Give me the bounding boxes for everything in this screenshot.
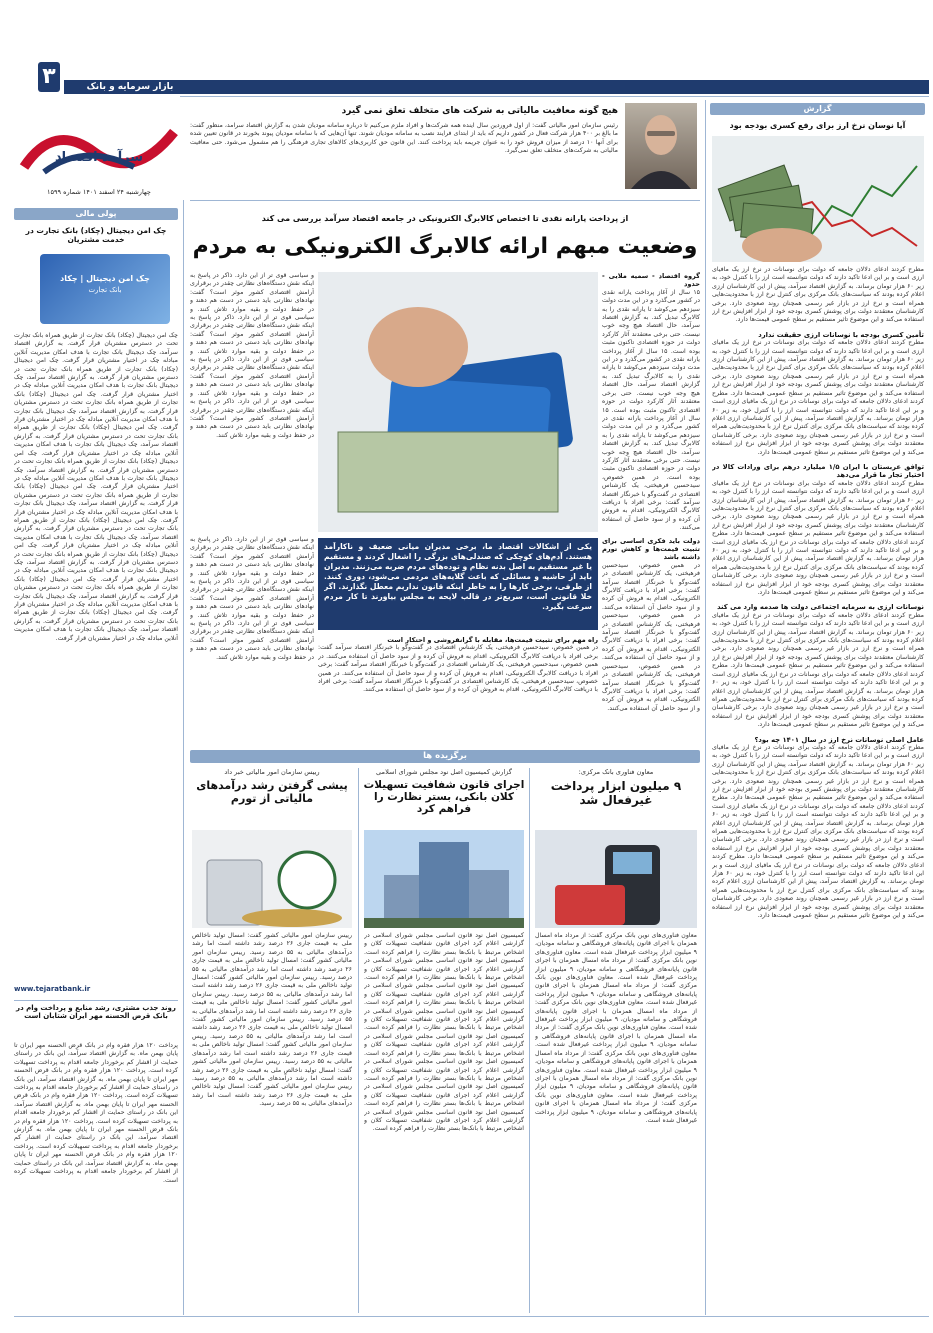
report-subhead-2: توافق عربستان با ایران ۱/۵ میلیارد درهم برای ورادات کالا در اختیار تجار ما قرار می‌دهد bbox=[712, 462, 924, 480]
section-title: بازار سرمایه و بانک bbox=[86, 82, 174, 92]
pick-1-text-5: معاون فناوری‌های نوین بانک مرکزی گفت: از مرداد ماه امسال همزمان با اجرای قانون پایانه‌های فروشگاهی و سامانه مودیان، ۹ میلیون ابزار پرداخت غیرفعال شده است. bbox=[535, 1024, 697, 1049]
feature-left-lower bbox=[190, 536, 314, 746]
report-subhead-4: عامل اصلی نوسانات نرخ ارز در سال ۱۴۰۱ چه بود؟ bbox=[754, 735, 924, 744]
report-body-text-5: مطرح کردند ادعای دلالان جامعه که دولت برای نوسانات در نرخ ارز یک مافیای ارزی است و بر این ادعا تاکید دارند که دولت نتوانسته است ارز را با کنترل خود، به زیر ۶۰ هزار تومان برساند. به گزارش اقتصاد سرآمد، پیش از این کارشناسان ارزی اعلام کرده بودند که سیاست‌های بانک مرکزی برای کنترل نرخ ارز با محدودیت‌هایی همراه است و نرخ ارز در بازار غیر رسمی همچنان روند صعودی دارد. برخی کارشناسان معتقدند دولت برای پوشش کسری بودجه خود از ابزار افزایش نرخ ارز استفاده می‌کند و این موضوع تاثیر مستقیم بر سطح عمومی قیمت‌ها دارد. bbox=[712, 530, 924, 597]
feature-right-text-3: ۱۵ سال از آغاز پرداخت یارانه نقدی در کشور می‌گذرد و در این مدت دولت سیزدهم می‌کوشد تا یارانه نقدی را به کالابرگ تبدیل کند. به گزارش اقتصاد سرآمد، حال اقتصاد هیچ وجه خوب نیست. حتی برخی معتقدند آثار کارکرد دولت در حوزه اقتصادی تاکنون مثبت بوده است. bbox=[602, 406, 700, 481]
pick-2-text-6: کمیسیون اصل نود قانون اساسی مجلس شورای اسلامی در گزارشی اعلام کرد اجرای قانون شفافیت تسهیلات کلان و اشخاص مرتبط با بانک‌ها بستر نظارت را فراهم کرده است. bbox=[364, 1058, 524, 1082]
feature-left-text-3: و سیاسی قوی تر از این دارد. ذاکر در پاسخ به اینکه نقش دستگاه‌های نظارتی چقدر در برقراری آرامش اقتصادی کشور موثر است؟ گفت: نهادهای نظارتی باید دستی در دست هم دهند و در حفظ دولت و بقیه موارد تلاش کنند. bbox=[190, 347, 314, 397]
feature-right-text-4: در همین خصوص، سیدحسین فرهیختی، یک کارشناس اقتصادی در گفت‌وگو با خبرنگار اقتصاد سرآمد گفت: برخی افراد با دریافت کالابرگ الکترونیکی، اقدام به فروش آن کرده و از سود حاصل آن استفاده می‌کنند. bbox=[602, 473, 700, 532]
report-body-text-7: مطرح کردند ادعای دلالان جامعه که دولت برای نوسانات در نرخ ارز یک مافیای ارزی است و بر این ادعا تاکید دارند که دولت نتوانسته است ارز را با کنترل خود، به زیر ۶۰ هزار تومان برساند. به گزارش اقتصاد سرآمد، پیش از این کارشناسان ارزی اعلام کرده بودند که سیاست‌های بانک مرکزی برای کنترل نرخ ارز با محدودیت‌هایی همراه است و نرخ ارز در بازار غیر رسمی همچنان روند صعودی دارد. برخی کارشناسان معتقدند دولت برای پوشش کسری بودجه خود از ابزار افزایش نرخ ارز استفاده می‌کند و این موضوع تاثیر مستقیم بر سطح عمومی قیمت‌ها دارد. bbox=[712, 662, 924, 729]
report-body-text-9: مطرح کردند ادعای دلالان جامعه که دولت برای نوسانات در نرخ ارز یک مافیای ارزی است و بر این ادعا تاکید دارند که دولت نتوانسته است ارز را با کنترل خود، به زیر ۶۰ هزار تومان برساند. به گزارش اقتصاد سرآمد، پیش از این کارشناسان ارزی اعلام کرده بودند که سیاست‌های بانک مرکزی برای کنترل نرخ ارز با محدودیت‌هایی همراه است و نرخ ارز در بازار غیر رسمی همچنان روند صعودی دارد. برخی کارشناسان معتقدند دولت برای پوشش کسری بودجه خود از ابزار افزایش نرخ ارز استفاده می‌کند و این موضوع تاثیر مستقیم بر سطح عمومی قیمت‌ها دارد. bbox=[712, 794, 924, 861]
left-body-text-8: چک امن دیجیتال (چکاد) بانک تجارت از طریق همراه بانک تجارت تحت در دسترس مشتریان قرار گرفت. به گزارش اقتصاد سرآمد، چک دیجیتال بانک تجارت با هدف امکان مدیریت آنلاین مبادله چک در اختیار مشتریان قرار گرفت. bbox=[14, 542, 178, 583]
left-column-subbody bbox=[14, 1042, 178, 1312]
pick-3-text-5: رییس سازمان امور مالیاتی کشور گفت: امسال تولید ناخالص ملی به قیمت جاری ۲۶ درصد رشد داشته است اما رشد درآمدهای مالیاتی به ۵۵ درصد رسید. bbox=[192, 1016, 352, 1040]
left-column-body bbox=[14, 332, 178, 982]
header-rule bbox=[180, 96, 929, 97]
column-divider-left bbox=[183, 200, 184, 1315]
feature-left-text-2: و سیاسی قوی تر از این دارد. ذاکر در پاسخ به اینکه نقش دستگاه‌های نظارتی چقدر در برقراری آرامش اقتصادی کشور موثر است؟ گفت: نهادهای نظارتی باید دستی در دست هم دهند و در حفظ دولت و بقیه موارد تلاش کنند. bbox=[190, 305, 314, 355]
report-body-text: مطرح کردند ادعای دلالان جامعه که دولت برای نوسانات در نرخ ارز یک مافیای ارزی است و بر این ادعا تاکید دارند که دولت نتوانسته است ارز را با کنترل خود، به زیر ۶۰ هزار تومان برساند. به گزارش اقتصاد سرآمد، پیش از این کارشناسان ارزی اعلام کرده بودند که سیاست‌های بانک مرکزی برای کنترل نرخ ارز با محدودیت‌هایی همراه است و نرخ ارز در بازار غیر رسمی همچنان روند صعودی دارد. برخی کارشناسان معتقدند دولت برای پوشش کسری بودجه خود از ابزار افزایش نرخ ارز استفاده می‌کند و این موضوع تاثیر مستقیم بر سطح عمومی قیمت‌ها دارد. bbox=[712, 266, 924, 324]
pick-2-text-2: کمیسیون اصل نود قانون اساسی مجلس شورای اسلامی در گزارشی اعلام کرد اجرای قانون شفافیت تسهیلات کلان و اشخاص مرتبط با بانک‌ها بستر نظارت را فراهم کرده است. bbox=[364, 957, 524, 982]
report-body-text-6: مطرح کردند ادعای دلالان جامعه که دولت برای نوسانات در نرخ ارز یک مافیای ارزی است و بر این ادعا تاکید دارند که دولت نتوانسته است ارز را با کنترل خود، به زیر ۶۰ هزار تومان برساند. به گزارش اقتصاد سرآمد، پیش از این کارشناسان ارزی اعلام کرده بودند که سیاست‌های بانک مرکزی برای کنترل نرخ ارز با محدودیت‌هایی همراه است و نرخ ارز در بازار غیر رسمی همچنان روند صعودی دارد. برخی کارشناسان معتقدند دولت برای پوشش کسری بودجه خود از ابزار افزایش نرخ ارز استفاده می‌کند و این موضوع تاثیر مستقیم بر سطح عمومی قیمت‌ها دارد. bbox=[712, 611, 924, 670]
feature-right-text-2: ۱۵ سال از آغاز پرداخت یارانه نقدی در کشور می‌گذرد و در این مدت دولت سیزدهم می‌کوشد تا یارانه نقدی را به کالابرگ تبدیل کند. به گزارش اقتصاد سرآمد، حال اقتصاد هیچ وجه خوب نیست. حتی برخی معتقدند آثار کارکرد دولت در حوزه اقتصادی تاکنون مثبت بوده است. bbox=[602, 347, 700, 414]
feature-right-text-6: در همین خصوص، سیدحسین فرهیختی، یک کارشناس اقتصادی در گفت‌وگو با خبرنگار اقتصاد سرآمد گفت: برخی افراد با دریافت کالابرگ الکترونیکی، اقدام به فروش آن کرده و از سود حاصل آن استفاده می‌کنند. bbox=[602, 612, 700, 662]
feature-left-lower-text-3: و سیاسی قوی تر از این دارد. ذاکر در پاسخ به اینکه نقش دستگاه‌های نظارتی چقدر در برقراری آرامش اقتصادی کشور موثر است؟ گفت: نهادهای نظارتی باید دستی در دست هم دهند و در حفظ دولت و بقیه موارد تلاش کنند. bbox=[190, 611, 314, 661]
page-bottom-rule bbox=[14, 1316, 929, 1317]
pick-3-text-2: رییس سازمان امور مالیاتی کشور گفت: امسال تولید ناخالص ملی به قیمت جاری ۲۶ درصد رشد داشته است اما رشد درآمدهای مالیاتی به ۵۵ درصد رسید. bbox=[192, 948, 352, 982]
pick-2-text-5: کمیسیون اصل نود قانون اساسی مجلس شورای اسلامی در گزارشی اعلام کرد اجرای قانون شفافیت تسهیلات کلان و اشخاص مرتبط با بانک‌ها بستر نظارت را فراهم کرده است. bbox=[364, 1032, 524, 1057]
report-subhead-3: نوسانات ارزی به سرمایه اجتماعی دولت ها صدمه وارد می کند bbox=[717, 603, 924, 612]
picks-label: برگزیده ها bbox=[190, 750, 700, 763]
left-body-text-3: چک امن دیجیتال (چکاد) بانک تجارت از طریق همراه بانک تجارت تحت در دسترس مشتریان قرار گرفت. به گزارش اقتصاد سرآمد، چک دیجیتال بانک تجارت با هدف امکان مدیریت آنلاین مبادله چک در اختیار مشتریان قرار گرفت. bbox=[14, 390, 178, 432]
left-subbody-text-5: پرداخت ۱۲۰ هزار فقره وام در بانک قرض الحسنه مهر ایران تا پایان بهمن ماه. به گزارش اقتصاد سرآمد، این بانک در راستای حمایت از اقشار کم برخوردار جامعه اقدام به پرداخت تسهیلات کرده است. bbox=[14, 1142, 178, 1184]
feature-right-text-7: در همین خصوص، سیدحسین فرهیختی، یک کارشناس اقتصادی در گفت‌وگو با خبرنگار اقتصاد سرآمد گفت: برخی افراد با دریافت کالابرگ الکترونیکی، اقدام به فروش آن کرده و از سود حاصل آن استفاده می‌کنند. bbox=[602, 662, 700, 712]
feature-top-rule bbox=[190, 200, 700, 201]
report-body-text-10: مطرح کردند ادعای دلالان جامعه که دولت برای نوسانات در نرخ ارز یک مافیای ارزی است و بر این ادعا تاکید دارند که دولت نتوانسته است ارز را با کنترل خود، به زیر ۶۰ هزار تومان برساند. به گزارش اقتصاد سرآمد، پیش از این کارشناسان ارزی اعلام کرده بودند که سیاست‌های بانک مرکزی برای کنترل نرخ ارز با محدودیت‌هایی همراه است و نرخ ارز در بازار غیر رسمی همچنان روند صعودی دارد. برخی کارشناسان معتقدند دولت برای پوشش کسری بودجه خود از ابزار افزایش نرخ ارز استفاده می‌کند و این موضوع تاثیر مستقیم بر سطح عمومی قیمت‌ها دارد. bbox=[712, 853, 924, 920]
pick-2-text-7: کمیسیون اصل نود قانون اساسی مجلس شورای اسلامی در گزارشی اعلام کرد اجرای قانون شفافیت تسهیلات کلان و اشخاص مرتبط با بانک‌ها بستر نظارت را فراهم کرده است. bbox=[364, 1083, 524, 1108]
feature-left-text-1: و سیاسی قوی تر از این دارد. ذاکر در پاسخ به اینکه نقش دستگاه‌های نظارتی چقدر در برقراری آرامش اقتصادی کشور موثر است؟ گفت: نهادهای نظارتی باید دستی در دست هم دهند و در حفظ دولت و بقیه موارد تلاش کنند. bbox=[190, 272, 314, 313]
left-body-text-2: چک امن دیجیتال (چکاد) بانک تجارت از طریق همراه بانک تجارت تحت در دسترس مشتریان قرار گرفت. به گزارش اقتصاد سرآمد، چک دیجیتال بانک تجارت با هدف امکان مدیریت آنلاین مبادله چک در اختیار مشتریان قرار گرفت. bbox=[14, 357, 178, 398]
left-subbody-text-2: پرداخت ۱۲۰ هزار فقره وام در بانک قرض الحسنه مهر ایران تا پایان بهمن ماه. به گزارش اقتصاد سرآمد، این بانک در راستای حمایت از اقشار کم برخوردار جامعه اقدام به پرداخت تسهیلات کرده است. bbox=[14, 1067, 178, 1100]
left-subbody-text-3: پرداخت ۱۲۰ هزار فقره وام در بانک قرض الحسنه مهر ایران تا پایان بهمن ماه. به گزارش اقتصاد سرآمد، این بانک در راستای حمایت از اقشار کم برخوردار جامعه اقدام به پرداخت تسهیلات کرده است. bbox=[14, 1092, 178, 1125]
left-column-separator bbox=[14, 1000, 178, 1001]
left-body-text-10: چک امن دیجیتال (چکاد) بانک تجارت از طریق همراه بانک تجارت تحت در دسترس مشتریان قرار گرفت. به گزارش اقتصاد سرآمد، چک دیجیتال بانک تجارت با هدف امکان مدیریت آنلاین مبادله چک در اختیار مشتریان قرار گرفت. bbox=[14, 609, 178, 642]
pick-2-headline: اجرای قانون شفافیت تسهیلات کلان بانکی، بستر نظارت را فراهم کرد bbox=[363, 779, 525, 815]
left-body-text-7: چک امن دیجیتال (چکاد) بانک تجارت از طریق همراه بانک تجارت تحت در دسترس مشتریان قرار گرفت. به گزارش اقتصاد سرآمد، چک دیجیتال بانک تجارت با هدف امکان مدیریت آنلاین مبادله چک در اختیار مشتریان قرار گرفت. bbox=[14, 516, 178, 550]
pick-3-text-1: رییس سازمان امور مالیاتی کشور گفت: امسال تولید ناخالص ملی به قیمت جاری ۲۶ درصد رشد داشته است اما رشد درآمدهای مالیاتی به ۵۵ درصد رسید. bbox=[192, 932, 352, 956]
left-body-text-9: چک امن دیجیتال (چکاد) بانک تجارت از طریق همراه بانک تجارت تحت در دسترس مشتریان قرار گرفت. به گزارش اقتصاد سرآمد، چک دیجیتال بانک تجارت با هدف امکان مدیریت آنلاین مبادله چک در اختیار مشتریان قرار گرفت. bbox=[14, 575, 178, 617]
feature-left-text-4: و سیاسی قوی تر از این دارد. ذاکر در پاسخ به اینکه نقش دستگاه‌های نظارتی چقدر در برقراری آرامش اقتصادی کشور موثر است؟ گفت: نهادهای نظارتی باید دستی در دست هم دهند و در حفظ دولت و بقیه موارد تلاش کنند. bbox=[190, 389, 314, 439]
left-body-text-1: چک امن دیجیتال (چکاد) بانک تجارت از طریق همراه بانک تجارت تحت در دسترس مشتریان قرار گرفت. به گزارش اقتصاد سرآمد، چک دیجیتال بانک تجارت با هدف امکان مدیریت آنلاین مبادله چک در اختیار مشتریان قرار گرفت. bbox=[14, 332, 178, 365]
report-body-text-8: مطرح کردند ادعای دلالان جامعه که دولت برای نوسانات در نرخ ارز یک مافیای ارزی است و بر این ادعا تاکید دارند که دولت نتوانسته است ارز را با کنترل خود، به زیر ۶۰ هزار تومان برساند. به گزارش اقتصاد سرآمد، پیش از این کارشناسان ارزی اعلام کرده بودند که سیاست‌های بانک مرکزی برای کنترل نرخ ارز با محدودیت‌هایی همراه است و نرخ ارز در بازار غیر رسمی همچنان روند صعودی دارد. برخی کارشناسان معتقدند دولت برای پوشش کسری بودجه خود از ابزار افزایش نرخ ارز استفاده می‌کند و این موضوع تاثیر مستقیم بر سطح عمومی قیمت‌ها دارد. bbox=[712, 743, 924, 802]
newspaper-logo bbox=[14, 112, 184, 182]
logo-text: سرآمد اقتصاد bbox=[54, 150, 144, 165]
pick-3-text-3: رییس سازمان امور مالیاتی کشور گفت: امسال تولید ناخالص ملی به قیمت جاری ۲۶ درصد رشد داشته است اما رشد درآمدهای مالیاتی به ۵۵ درصد رسید. bbox=[192, 974, 352, 998]
pos-terminal-photo bbox=[535, 830, 697, 928]
pick-3-text-8: رییس سازمان امور مالیاتی کشور گفت: امسال تولید ناخالص ملی به قیمت جاری ۲۶ درصد رشد داشته است اما رشد درآمدهای مالیاتی به ۵۵ درصد رسید. bbox=[192, 1083, 352, 1108]
left-subbody-text-1: پرداخت ۱۲۰ هزار فقره وام در بانک قرض الحسنه مهر ایران تا پایان بهمن ماه. به گزارش اقتصاد سرآمد، این بانک در راستای حمایت از اقشار کم برخوردار جامعه اقدام به پرداخت تسهیلات کرده است. bbox=[14, 1042, 178, 1075]
pick-1-text-1: معاون فناوری‌های نوین بانک مرکزی گفت: از مرداد ماه امسال همزمان با اجرای قانون پایانه‌های فروشگاهی و سامانه مودیان، ۹ میلیون ابزار پرداخت غیرفعال شده است. bbox=[535, 932, 697, 956]
section-title-bar bbox=[64, 80, 929, 94]
pick-1-text-2: معاون فناوری‌های نوین بانک مرکزی گفت: از مرداد ماه امسال همزمان با اجرای قانون پایانه‌های فروشگاهی و سامانه مودیان، ۹ میلیون ابزار پرداخت غیرفعال شده است. bbox=[535, 948, 697, 982]
pick-1-headline: ۹ میلیون ابزار پرداخت غیرفعال شد bbox=[550, 779, 682, 807]
report-body bbox=[712, 266, 924, 1311]
pick-2-text-1: کمیسیون اصل نود قانون اساسی مجلس شورای اسلامی در گزارشی اعلام کرد اجرای قانون شفافیت تسهیلات کلان و اشخاص مرتبط با بانک‌ها بستر نظارت را فراهم کرده است. bbox=[364, 932, 524, 956]
tax-calculator-photo bbox=[192, 830, 352, 928]
official-portrait bbox=[625, 103, 697, 189]
feature-right-text-5: در همین خصوص، سیدحسین فرهیختی، یک کارشناس اقتصادی در گفت‌وگو با خبرنگار اقتصاد سرآمد گفت: برخی افراد با دریافت کالابرگ الکترونیکی، اقدام به فروش آن کرده و از سود حاصل آن استفاده می‌کنند. bbox=[602, 561, 700, 611]
report-body-text-4: مطرح کردند ادعای دلالان جامعه که دولت برای نوسانات در نرخ ارز یک مافیای ارزی است و بر این ادعا تاکید دارند که دولت نتوانسته است ارز را با کنترل خود، به زیر ۶۰ هزار تومان برساند. به گزارش اقتصاد سرآمد، پیش از این کارشناسان ارزی اعلام کرده بودند که سیاست‌های بانک مرکزی برای کنترل نرخ ارز با محدودیت‌هایی همراه است و نرخ ارز در بازار غیر رسمی همچنان روند صعودی دارد. برخی کارشناسان معتقدند دولت برای پوشش کسری بودجه خود از ابزار افزایش نرخ ارز استفاده می‌کند و این موضوع تاثیر مستقیم بر سطح عمومی قیمت‌ها دارد. bbox=[712, 479, 924, 538]
left-body-text-5: چک امن دیجیتال (چکاد) بانک تجارت از طریق همراه بانک تجارت تحت در دسترس مشتریان قرار گرفت. به گزارش اقتصاد سرآمد، چک دیجیتال بانک تجارت با هدف امکان مدیریت آنلاین مبادله چک در اختیار مشتریان قرار گرفت. bbox=[14, 449, 178, 491]
feature-subhead-1: دولت باید فکری اساسی برای تثبیت قیمت‌ها و کاهش تورم داشته باشد bbox=[602, 536, 700, 562]
chekad-ad bbox=[40, 254, 170, 324]
date-line: چهارشنبه ۲۴ اسفند ۱۴۰۱ شماره ۱۵۹۹ bbox=[47, 188, 151, 196]
pick-3-text-6: رییس سازمان امور مالیاتی کشور گفت: امسال تولید ناخالص ملی به قیمت جاری ۲۶ درصد رشد داشته است اما رشد درآمدهای مالیاتی به ۵۵ درصد رسید. bbox=[192, 1032, 352, 1066]
chekad-ad-title: چک امن دیجیتال | چکاد bbox=[60, 274, 150, 283]
left-column-subhead: روند جذب مشتری، رشد منابع و پرداخت وام در بانک قرض الحسنه مهر ایران شتابان است bbox=[16, 1004, 176, 1020]
pick-1-text-7: معاون فناوری‌های نوین بانک مرکزی گفت: از مرداد ماه امسال همزمان با اجرای قانون پایانه‌های فروشگاهی و سامانه مودیان، ۹ میلیون ابزار پرداخت غیرفعال شده است. bbox=[535, 1066, 697, 1099]
highlight-quote-box bbox=[318, 538, 598, 630]
feature-byline: گروه اقتصاد - سمیه ملایی - حدود bbox=[602, 272, 700, 289]
feature-right-column bbox=[602, 272, 700, 744]
feature-kicker: از پرداخت یارانه نقدی تا اختصاص کالابرگ الکترونیکی در جامعه اقتصاد سرآمد بررسی می کند bbox=[261, 214, 629, 223]
left-body-text-6: چک امن دیجیتال (چکاد) بانک تجارت از طریق همراه بانک تجارت تحت در دسترس مشتریان قرار گرفت. به گزارش اقتصاد سرآمد، چک دیجیتال بانک تجارت با هدف امکان مدیریت آنلاین مبادله چک در اختیار مشتریان قرار گرفت. bbox=[14, 483, 178, 524]
pick-2-body bbox=[364, 932, 524, 1312]
card-and-cash-photo bbox=[318, 272, 598, 532]
feature-middle-text-3: در همین خصوص، سیدحسین فرهیختی، یک کارشناس اقتصادی در گفت‌وگو با خبرنگار اقتصاد سرآمد گفت: برخی افراد با دریافت کالابرگ الکترونیکی، اقدام به فروش آن کرده و از سود حاصل آن استفاده می‌کنند. bbox=[318, 669, 598, 694]
pick-2-kicker: گزارش کمیسیون اصل نود مجلس شورای اسلامی bbox=[376, 768, 512, 776]
left-subbody-text-4: پرداخت ۱۲۰ هزار فقره وام در بانک قرض الحسنه مهر ایران تا پایان بهمن ماه. به گزارش اقتصاد سرآمد، این بانک در راستای حمایت از اقشار کم برخوردار جامعه اقدام به پرداخت تسهیلات کرده است. bbox=[14, 1117, 178, 1150]
feature-middle-lower bbox=[318, 636, 598, 746]
pick-3-text-4: رییس سازمان امور مالیاتی کشور گفت: امسال تولید ناخالص ملی به قیمت جاری ۲۶ درصد رشد داشته است اما رشد درآمدهای مالیاتی به ۵۵ درصد رسید. bbox=[192, 990, 352, 1024]
column-divider-right bbox=[705, 100, 706, 1315]
pick-1-kicker: معاون فناوری بانک مرکزی: bbox=[578, 768, 654, 776]
feature-middle-text-2: در همین خصوص، سیدحسین فرهیختی، یک کارشناس اقتصادی در گفت‌وگو با خبرنگار اقتصاد سرآمد گفت: برخی افراد با دریافت کالابرگ الکترونیکی، اقدام به فروش آن کرده و از سود حاصل آن استفاده می‌کنند. bbox=[318, 652, 598, 677]
pick-3-headline: پیشی گرفتن رشد درآمدهای مالیاتی از تورم bbox=[196, 779, 348, 805]
pick-2-text-8: کمیسیون اصل نود قانون اساسی مجلس شورای اسلامی در گزارشی اعلام کرد اجرای قانون شفافیت تسهیلات کلان و اشخاص مرتبط با بانک‌ها بستر نظارت را فراهم کرده است. bbox=[364, 1108, 524, 1133]
top-story-body: رئیس سازمان امور مالیاتی گفت: از اول فروردین سال آینده همه شرکت‌ها و افراد ملزم می‌کنیم تا درباره سامانه مودیان شدن به گزارش اقتصاد سرآمد، منظور گفت: ما بالغ بر ۴۰۰ هزار شرکت فعال در کشور داریم که باید از ابتدای فرایند نصب به سامانه مودیان شوند. تنها آن‌هایی که با سامانه مودیان پیوند بخورند در قانون تعیین شده برای آنها ۱۰ درصد از میزان فروش خود را به عنوان جریمه باید پرداخت کنند. این قانون حق کاربری‌های کالاهای تجاری فرهنگی را هم مشمول می‌شود. حتی معافیت مالیاتی به شرکت‌های متخلف تعلق نمی‌گیرد. bbox=[190, 122, 618, 155]
picks-divider-1 bbox=[529, 768, 530, 1313]
page-number-badge: ۳ bbox=[38, 62, 60, 92]
pick-1-text-8: معاون فناوری‌های نوین بانک مرکزی گفت: از مرداد ماه امسال همزمان با اجرای قانون پایانه‌های فروشگاهی و سامانه مودیان، ۹ میلیون ابزار پرداخت غیرفعال شده است. bbox=[535, 1091, 697, 1124]
left-column-headline: چک امن دیجیتال (چکاد) بانک تجارت در خدمت مشتریان bbox=[25, 226, 167, 244]
pick-1-text-4: معاون فناوری‌های نوین بانک مرکزی گفت: از مرداد ماه امسال همزمان با اجرای قانون پایانه‌های فروشگاهی و سامانه مودیان، ۹ میلیون ابزار پرداخت غیرفعال شده است. bbox=[535, 999, 697, 1032]
pick-2-text-4: کمیسیون اصل نود قانون اساسی مجلس شورای اسلامی در گزارشی اعلام کرد اجرای قانون شفافیت تسهیلات کلان و اشخاص مرتبط با بانک‌ها بستر نظارت را فراهم کرده است. bbox=[364, 1007, 524, 1032]
pick-1-text-6: معاون فناوری‌های نوین بانک مرکزی گفت: از مرداد ماه امسال همزمان با اجرای قانون پایانه‌های فروشگاهی و سامانه مودیان، ۹ میلیون ابزار پرداخت غیرفعال شده است. bbox=[535, 1049, 697, 1074]
report-subhead-1: تأمین کسری بودجه با نوسانات ارزی حقیقت ندارد bbox=[758, 330, 924, 339]
report-headline: آیا نوسان نرخ ارز برای رفع کسری بودجه بود bbox=[729, 121, 906, 130]
currency-photo bbox=[712, 136, 924, 262]
pick-1-text-3: معاون فناوری‌های نوین بانک مرکزی گفت: از مرداد ماه امسال همزمان با اجرای قانون پایانه‌های فروشگاهی و سامانه مودیان، ۹ میلیون ابزار پرداخت غیرفعال شده است. bbox=[535, 974, 697, 1007]
feature-headline: وضعیت مبهم ارائه کالابرگ الکترونیکی به مردم bbox=[192, 234, 698, 259]
feature-left-lower-text-2: و سیاسی قوی تر از این دارد. ذاکر در پاسخ به اینکه نقش دستگاه‌های نظارتی چقدر در برقراری آرامش اقتصادی کشور موثر است؟ گفت: نهادهای نظارتی باید دستی در دست هم دهند و در حفظ دولت و بقیه موارد تلاش کنند. bbox=[190, 569, 314, 619]
pick-1-body bbox=[535, 932, 697, 1312]
chekad-ad-sub: بانک تجارت bbox=[88, 286, 122, 294]
highlight-quote: یکی از اشکالات اقتصاد ما، برخی مدیران میانی ضعیف و ناکارآمد هستند. آدم‌های کوچکی که صندلی‌های بزرگی را اشغال کردند و مستقیم یا غیر مستقیم به اصل بدنه نظام و توده‌های مردم ضربه می‌زنند. مدیران باید از حاشیه و مسائلی که باعث گلایه‌های مردمی می‌شود، دوری کنند. از طرفی، برخی کارها را به خاطر اینکه قانون نداریم معطل نگذارند. اگر خلا قانونی است، سریع‌تر در قالب لایحه به مجلس بیاورند تا کار مردم سرعت بگیرد. bbox=[324, 542, 592, 611]
feature-middle-text-1: در همین خصوص، سیدحسین فرهیختی، یک کارشناس اقتصادی در گفت‌وگو با خبرنگار اقتصاد سرآمد گفت: برخی افراد با دریافت کالابرگ الکترونیکی، اقدام به فروش آن کرده و از سود حاصل آن استفاده می‌کنند. bbox=[318, 644, 598, 660]
feature-left-lower-text-1: و سیاسی قوی تر از این دارد. ذاکر در پاسخ به اینکه نقش دستگاه‌های نظارتی چقدر در برقراری آرامش اقتصادی کشور موثر است؟ گفت: نهادهای نظارتی باید دستی در دست هم دهند و در حفظ دولت و بقیه موارد تلاش کنند. bbox=[190, 536, 314, 577]
logo-mark-icon bbox=[14, 112, 184, 182]
feature-left-column bbox=[190, 272, 314, 532]
pick-2-text-3: کمیسیون اصل نود قانون اساسی مجلس شورای اسلامی در گزارشی اعلام کرد اجرای قانون شفافیت تسهیلات کلان و اشخاص مرتبط با بانک‌ها بستر نظارت را فراهم کرده است. bbox=[364, 982, 524, 1007]
tejarat-website[interactable]: www.tejaratbank.ir bbox=[14, 985, 91, 993]
pick-3-text-7: رییس سازمان امور مالیاتی کشور گفت: امسال تولید ناخالص ملی به قیمت جاری ۲۶ درصد رشد داشته است اما رشد درآمدهای مالیاتی به ۵۵ درصد رسید. bbox=[192, 1058, 352, 1082]
left-column-label: پولی مالی bbox=[14, 208, 178, 220]
report-body-text-2: مطرح کردند ادعای دلالان جامعه که دولت برای نوسانات در نرخ ارز یک مافیای ارزی است و بر این ادعا تاکید دارند که دولت نتوانسته است ارز را با کنترل خود، به زیر ۶۰ هزار تومان برساند. به گزارش اقتصاد سرآمد، پیش از این کارشناسان ارزی اعلام کرده بودند که سیاست‌های بانک مرکزی برای کنترل نرخ ارز با محدودیت‌هایی همراه است و نرخ ارز در بازار غیر رسمی همچنان روند صعودی دارد. برخی کارشناسان معتقدند دولت برای پوشش کسری بودجه خود از ابزار افزایش نرخ ارز استفاده می‌کند و این موضوع تاثیر مستقیم بر سطح عمومی قیمت‌ها دارد. bbox=[712, 339, 924, 397]
top-story-headline: هیچ گونه معافیت مالیاتی به شرکت های متخلف تعلق نمی گیرد bbox=[341, 106, 618, 116]
pick-3-kicker: رییس سازمان امور مالیاتی خبر داد bbox=[224, 768, 320, 776]
report-label: گزارش bbox=[710, 103, 925, 115]
feature-subhead-2: راه مهم برای تثبیت قیمت‌ها، مقابله با گرانفروشی و احتکار است bbox=[387, 636, 598, 644]
picks-divider-2 bbox=[358, 768, 359, 1313]
feature-right-text-1: ۱۵ سال از آغاز پرداخت یارانه نقدی در کشور می‌گذرد و در این مدت دولت سیزدهم می‌کوشد تا یارانه نقدی را به کالابرگ تبدیل کند. به گزارش اقتصاد سرآمد، حال اقتصاد هیچ وجه خوب نیست. حتی برخی معتقدند آثار کارکرد دولت در حوزه اقتصادی تاکنون مثبت بوده است. bbox=[602, 288, 700, 355]
left-body-text-4: چک امن دیجیتال (چکاد) بانک تجارت از طریق همراه بانک تجارت تحت در دسترس مشتریان قرار گرفت. به گزارش اقتصاد سرآمد، چک دیجیتال بانک تجارت با هدف امکان مدیریت آنلاین مبادله چک در اختیار مشتریان قرار گرفت. bbox=[14, 424, 178, 457]
pick-3-body bbox=[192, 932, 352, 1312]
report-body-text-3: مطرح کردند ادعای دلالان جامعه که دولت برای نوسانات در نرخ ارز یک مافیای ارزی است و بر این ادعا تاکید دارند که دولت نتوانسته است ارز را با کنترل خود، به زیر ۶۰ هزار تومان برساند. به گزارش اقتصاد سرآمد، پیش از این کارشناسان ارزی اعلام کرده بودند که سیاست‌های بانک مرکزی برای کنترل نرخ ارز با محدودیت‌هایی همراه است و نرخ ارز در بازار غیر رسمی همچنان روند صعودی دارد. برخی کارشناسان معتقدند دولت برای پوشش کسری بودجه خود از ابزار افزایش نرخ ارز استفاده می‌کند و این موضوع تاثیر مستقیم بر سطح عمومی قیمت‌ها دارد. bbox=[712, 389, 924, 456]
central-bank-building-photo bbox=[364, 830, 524, 928]
